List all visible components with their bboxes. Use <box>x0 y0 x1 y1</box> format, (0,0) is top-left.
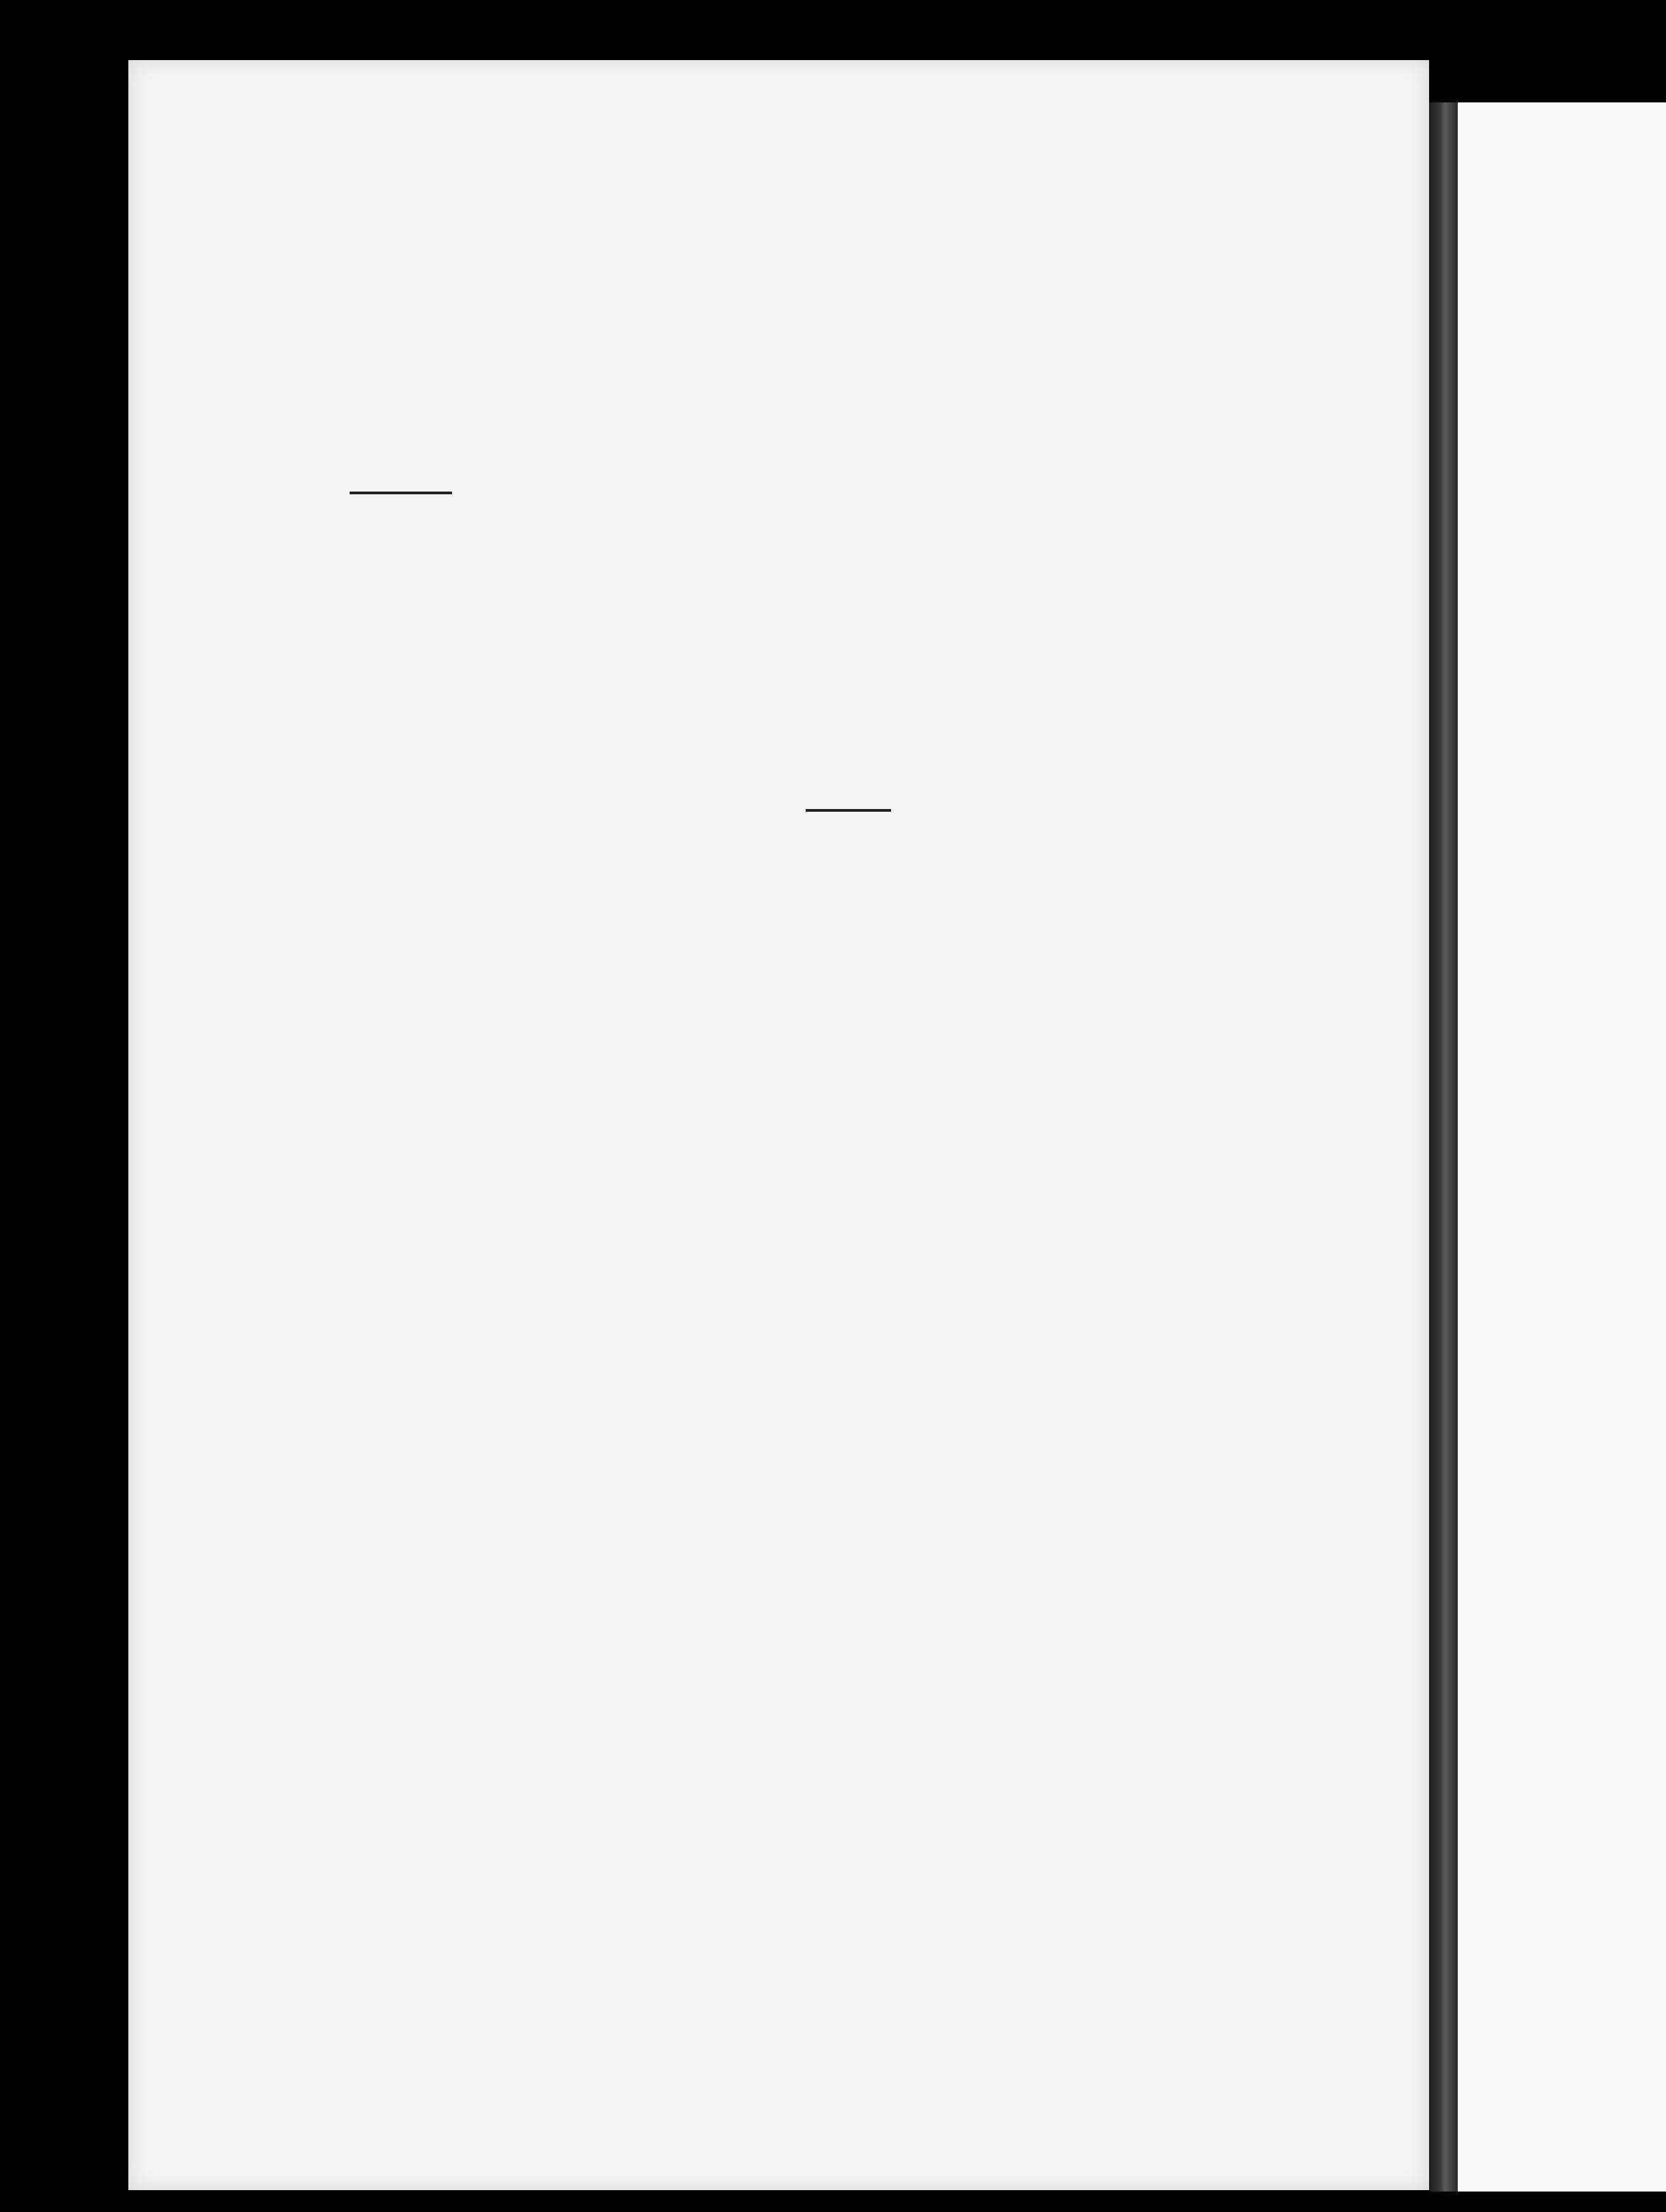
left-page <box>128 60 1429 2190</box>
short-rule <box>350 492 452 494</box>
book-spine <box>1429 102 1458 2192</box>
section-divider <box>806 809 891 812</box>
right-page <box>1458 102 1666 2192</box>
